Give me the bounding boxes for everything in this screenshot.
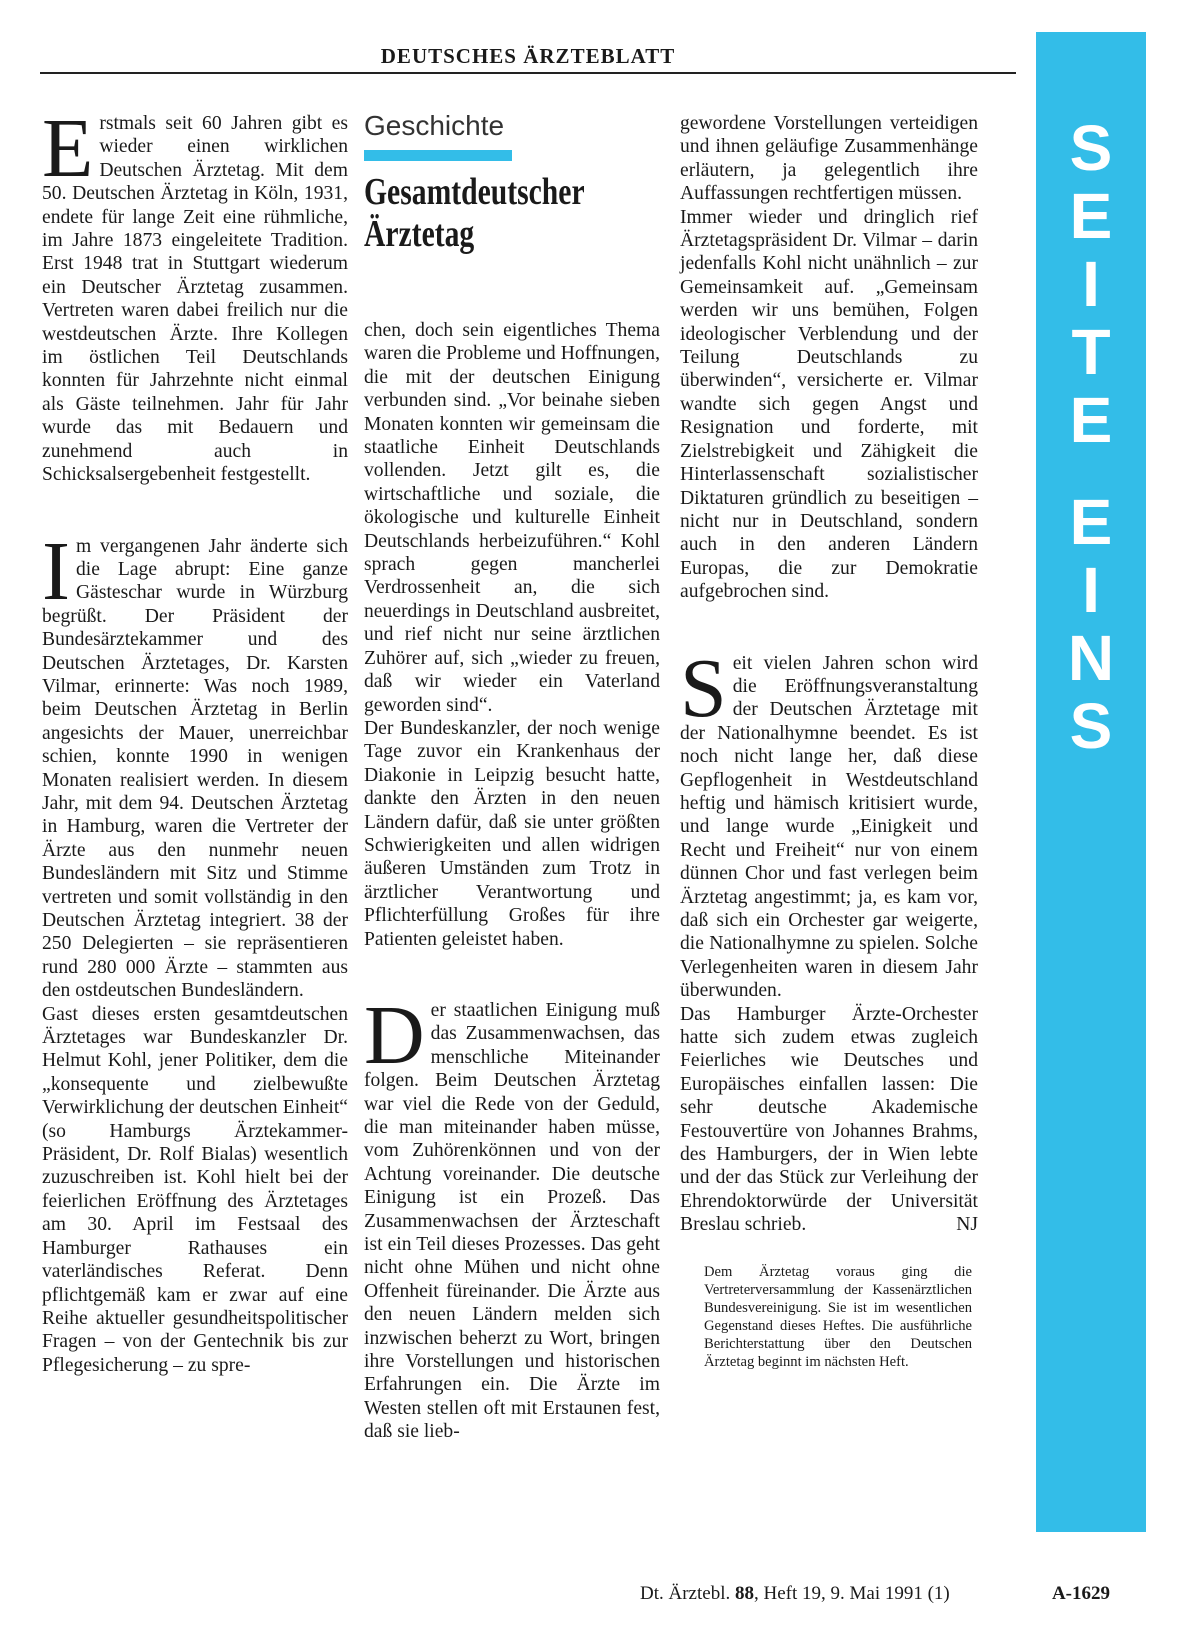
paragraph-text: er staatlichen Einigung muß das Zusammenwachsen, das menschliche Miteinander folgen. Beim Deutschen Ärztetag war viel die Rede von der Geduld, die man miteinander haben müsse, vom Zuhörenkönnen und von der Achtung voreinander. Die deutsche Einigung ist ein Prozeß. Das Zusammenwachsen der Ärzteschaft ist ein Teil dieses Prozesses. Das geht nicht ohne Mühen und nicht ohne Offenheit füreinander. Die Ärzte aus den neuen Ländern melden sich inzwischen beherzt zu Wort, bringen ihre Vorstellungen und historischen Erfahrungen ein. Die Ärzte im Westen stellen oft mit Erstaunen fest, daß sie lieb- <box>364 999 660 1443</box>
sidebar-letter: E <box>1069 486 1113 558</box>
paragraph-text: rstmals seit 60 Jahren gibt es wieder einen wirklichen Deutschen Ärztetag. Mit dem 50. Deutschen Ärztetag in Köln, 1931, endete für lange Zeit eine rühmliche, im Jahre 1873 eingeleitete Tradition. Erst 1948 trat in Stuttgart wiederum ein Deutscher Ärztetag zusammen. Vertreten waren dabei freilich nur die westdeutschen Ärzte. Ihre Kollegen im östlichen Teil Deutschlands konnten für Jahrzehnte nicht einmal als Gäste teilnehmen. Jahr für Jahr wurde das mit Bedauern und zunehmend auch in Schicksalsergebenheit festgestellt. <box>42 113 348 486</box>
article-paragraph: Gast dieses ersten gesamtdeutschen Ärztetages war Bundeskanzler Dr. Helmut Kohl, jener Politiker, dem die „konsequente und zielbewußte Verwirklichung der deutschen Einheit“ (so Hamburgs Ärztekammer-Präsident, Dr. Rolf Bialas) wesentlich zuzuschreiben ist. Kohl hielt bei der feierlichen Eröffnung des Ärztetages am 30. April im Festsaal des Hamburger Rathauses ein vaterländisches Referat. Denn pflichtgemäß kam er zwar auf eine Reihe aktueller gesundheitspolitischer Fragen – von der Gentechnik bis zur Pflegesicherung – zu spre- <box>42 1003 348 1376</box>
article-paragraph: chen, doch sein eigentliches Thema waren die Probleme und Hoffnungen, die mit der deutschen Einigung verbunden sind. „Vor beinahe sieben Monaten konnten wir gemeinsam die staatliche Einheit Deutschlands vollenden. Jetzt gilt es, die wirtschaftliche und soziale, die ökologische und kulturelle Einheit Deutschlands herbeizuführen.“ Kohl sprach gegen mancherlei Verdrossenheit an, die sich neuerdings in Deutschland ausbreitet, und rief nicht nur seine ärztlichen Zuhörer auf, sich „wieder zu freuen, daß wir wieder ein Vaterland geworden sind“. <box>364 320 660 716</box>
sidebar-letter: N <box>1067 622 1115 694</box>
article-paragraph: gewordene Vorstellungen verteidigen und ihnen geläufige Zusammenhänge erläutern, ja gelegentlich ihre Auffassungen rechtfertigen müssen. <box>680 113 978 205</box>
sidebar-letter: S <box>1069 112 1113 184</box>
citation-journal: Dt. Ärztebl. <box>640 1583 735 1604</box>
page-number: A-1629 <box>1051 1583 1110 1604</box>
drop-cap: S <box>680 641 727 735</box>
article-paragraph <box>680 641 978 1003</box>
article-paragraph <box>42 102 348 487</box>
article-paragraph: Immer wieder und dringlich rief Ärztetagspräsident Dr. Vilmar – darin jedenfalls Kohl nicht unähnlich – zur Gemeinsamkeit auf. „Gemeinsam werden wir uns bemühen, Folgen ideologischer Verblendung und der Teilung Deutschlands zu überwinden“, versicherte er. Vilmar wandte sich gegen Angst und Resignation und forderte, mit Zielstrebigkeit und Zähigkeit die Hinterlassenschaft sozialistischer Diktaturen gründlich zu beseitigen – nicht nur in Deutschland, sondern auch in den anderen Ländern Europas, die zur Demokratie aufgebrochen sind. <box>680 206 978 603</box>
sidebar-letter: S <box>1069 690 1113 762</box>
page-footer <box>640 1583 1110 1605</box>
paragraph-text: eit vielen Jahren schon wird die Eröffnungsveranstaltung der Deutschen Ärztetage mit der Nationalhymne beendet. Es ist noch nicht lange her, daß diese Gepflogenheit in Westdeutschland heftig und hämisch kritisiert wurde, und lange wurde „Einigkeit und Recht und Freiheit“ nur von einem dünnen Chor und fast verlegen beim Ärztetag angestimmt; ja, es kam vor, daß sich ein Orchester gar weigerte, die Nationalhymne zu spielen. Solche Verlegenheiten waren in diesem Jahr überwunden. <box>680 652 978 1002</box>
paragraph-text: m vergangenen Jahr änderte sich die Lage abrupt: Eine ganze Gästeschar wurde in Würzburg begrüßt. Der Präsident der Bundesärztekammer und des Deutschen Ärztetages, Dr. Karsten Vilmar, erinnerte: Was noch 1989, beim Deutschen Ärztetag in Berlin angesichts der Mauer, unerreichbar schien, konnte 1990 in wenigen Monaten realisiert werden. In diesem Jahr, mit dem 94. Deutschen Ärztetag in Hamburg, waren die Vertreter der Ärzte aus den nunmehr neuen Bundesländern mit Sitz und Stimme vertreten und somit vollständig in den Deutschen Ärztetag integriert. 38 der 250 Delegierten – sie repräsentieren rund 280 000 Ärzte – stammten aus den ostdeutschen Bundesländern. <box>42 535 348 1002</box>
drop-cap: I <box>42 524 70 618</box>
article-paragraph <box>42 524 348 1003</box>
sidebar-letter: T <box>1071 316 1111 388</box>
section-label: Geschichte <box>364 110 505 141</box>
citation-volume: 88 <box>734 1583 754 1604</box>
section-accent-bar <box>364 150 512 161</box>
editorial-note: Dem Ärztetag voraus ging die Vertreterversammlung der Kassenärztlichen Bundesvereinigung. Sie ist im wesentlichen Gegenstand dieses Heftes. Die ausführliche Berichterstattung über den Deutschen Ärztetag beginnt im nächsten Heft. <box>704 1263 972 1370</box>
masthead: DEUTSCHES ÄRZTEBLATT <box>380 44 676 68</box>
sidebar-letter: I <box>1082 554 1100 626</box>
drop-cap: D <box>364 988 425 1082</box>
sidebar-vertical-text <box>1036 114 1146 760</box>
article-column-1 <box>42 102 348 1377</box>
article-column-3 <box>680 112 978 1371</box>
paragraph-gap <box>42 487 348 535</box>
article-paragraph <box>680 1003 978 1237</box>
drop-cap: E <box>42 102 94 195</box>
sidebar-letter: E <box>1069 384 1113 456</box>
footer-citation <box>640 1583 950 1604</box>
author-signature: NJ <box>956 1214 978 1236</box>
paragraph-text: Das Hamburger Ärzte-Orchester hatte sich zudem etwas zugleich Feierliches wie Deutsches und Europäisches einfallen lassen: Die sehr deutsche Akademische Festouvertüre von Johannes Brahms, des Hamburgers, der in Wien lebte und der das Stück zur Verleihung der Ehrendoktorwürde der Universität Breslau schrieb. <box>680 1003 978 1236</box>
article-paragraph: Der Bundeskanzler, der noch wenige Tage zuvor ein Krankenhaus der Diakonie in Leipzig besucht hatte, dankte den Ärzten in den neuen Ländern dafür, daß sie unter größten Schwierigkeiten und allen widrigen äußeren Umständen zum Trotz in ärztlicher Verantwortung und Pflichterfüllung Großes für ihre Patienten geleistet haben. <box>364 717 660 950</box>
article-column-2 <box>364 110 660 1444</box>
citation-issue: , Heft 19, 9. Mai 1991 (1) <box>753 1583 950 1604</box>
sidebar-letter: I <box>1082 248 1100 320</box>
headline-block <box>364 171 660 319</box>
sidebar-seite-eins <box>1036 32 1146 1532</box>
headline: Gesamtdeutscher Ärztetag <box>364 171 585 255</box>
masthead-rule <box>40 72 1016 74</box>
sidebar-letter: E <box>1069 180 1113 252</box>
article-paragraph <box>364 988 660 1444</box>
